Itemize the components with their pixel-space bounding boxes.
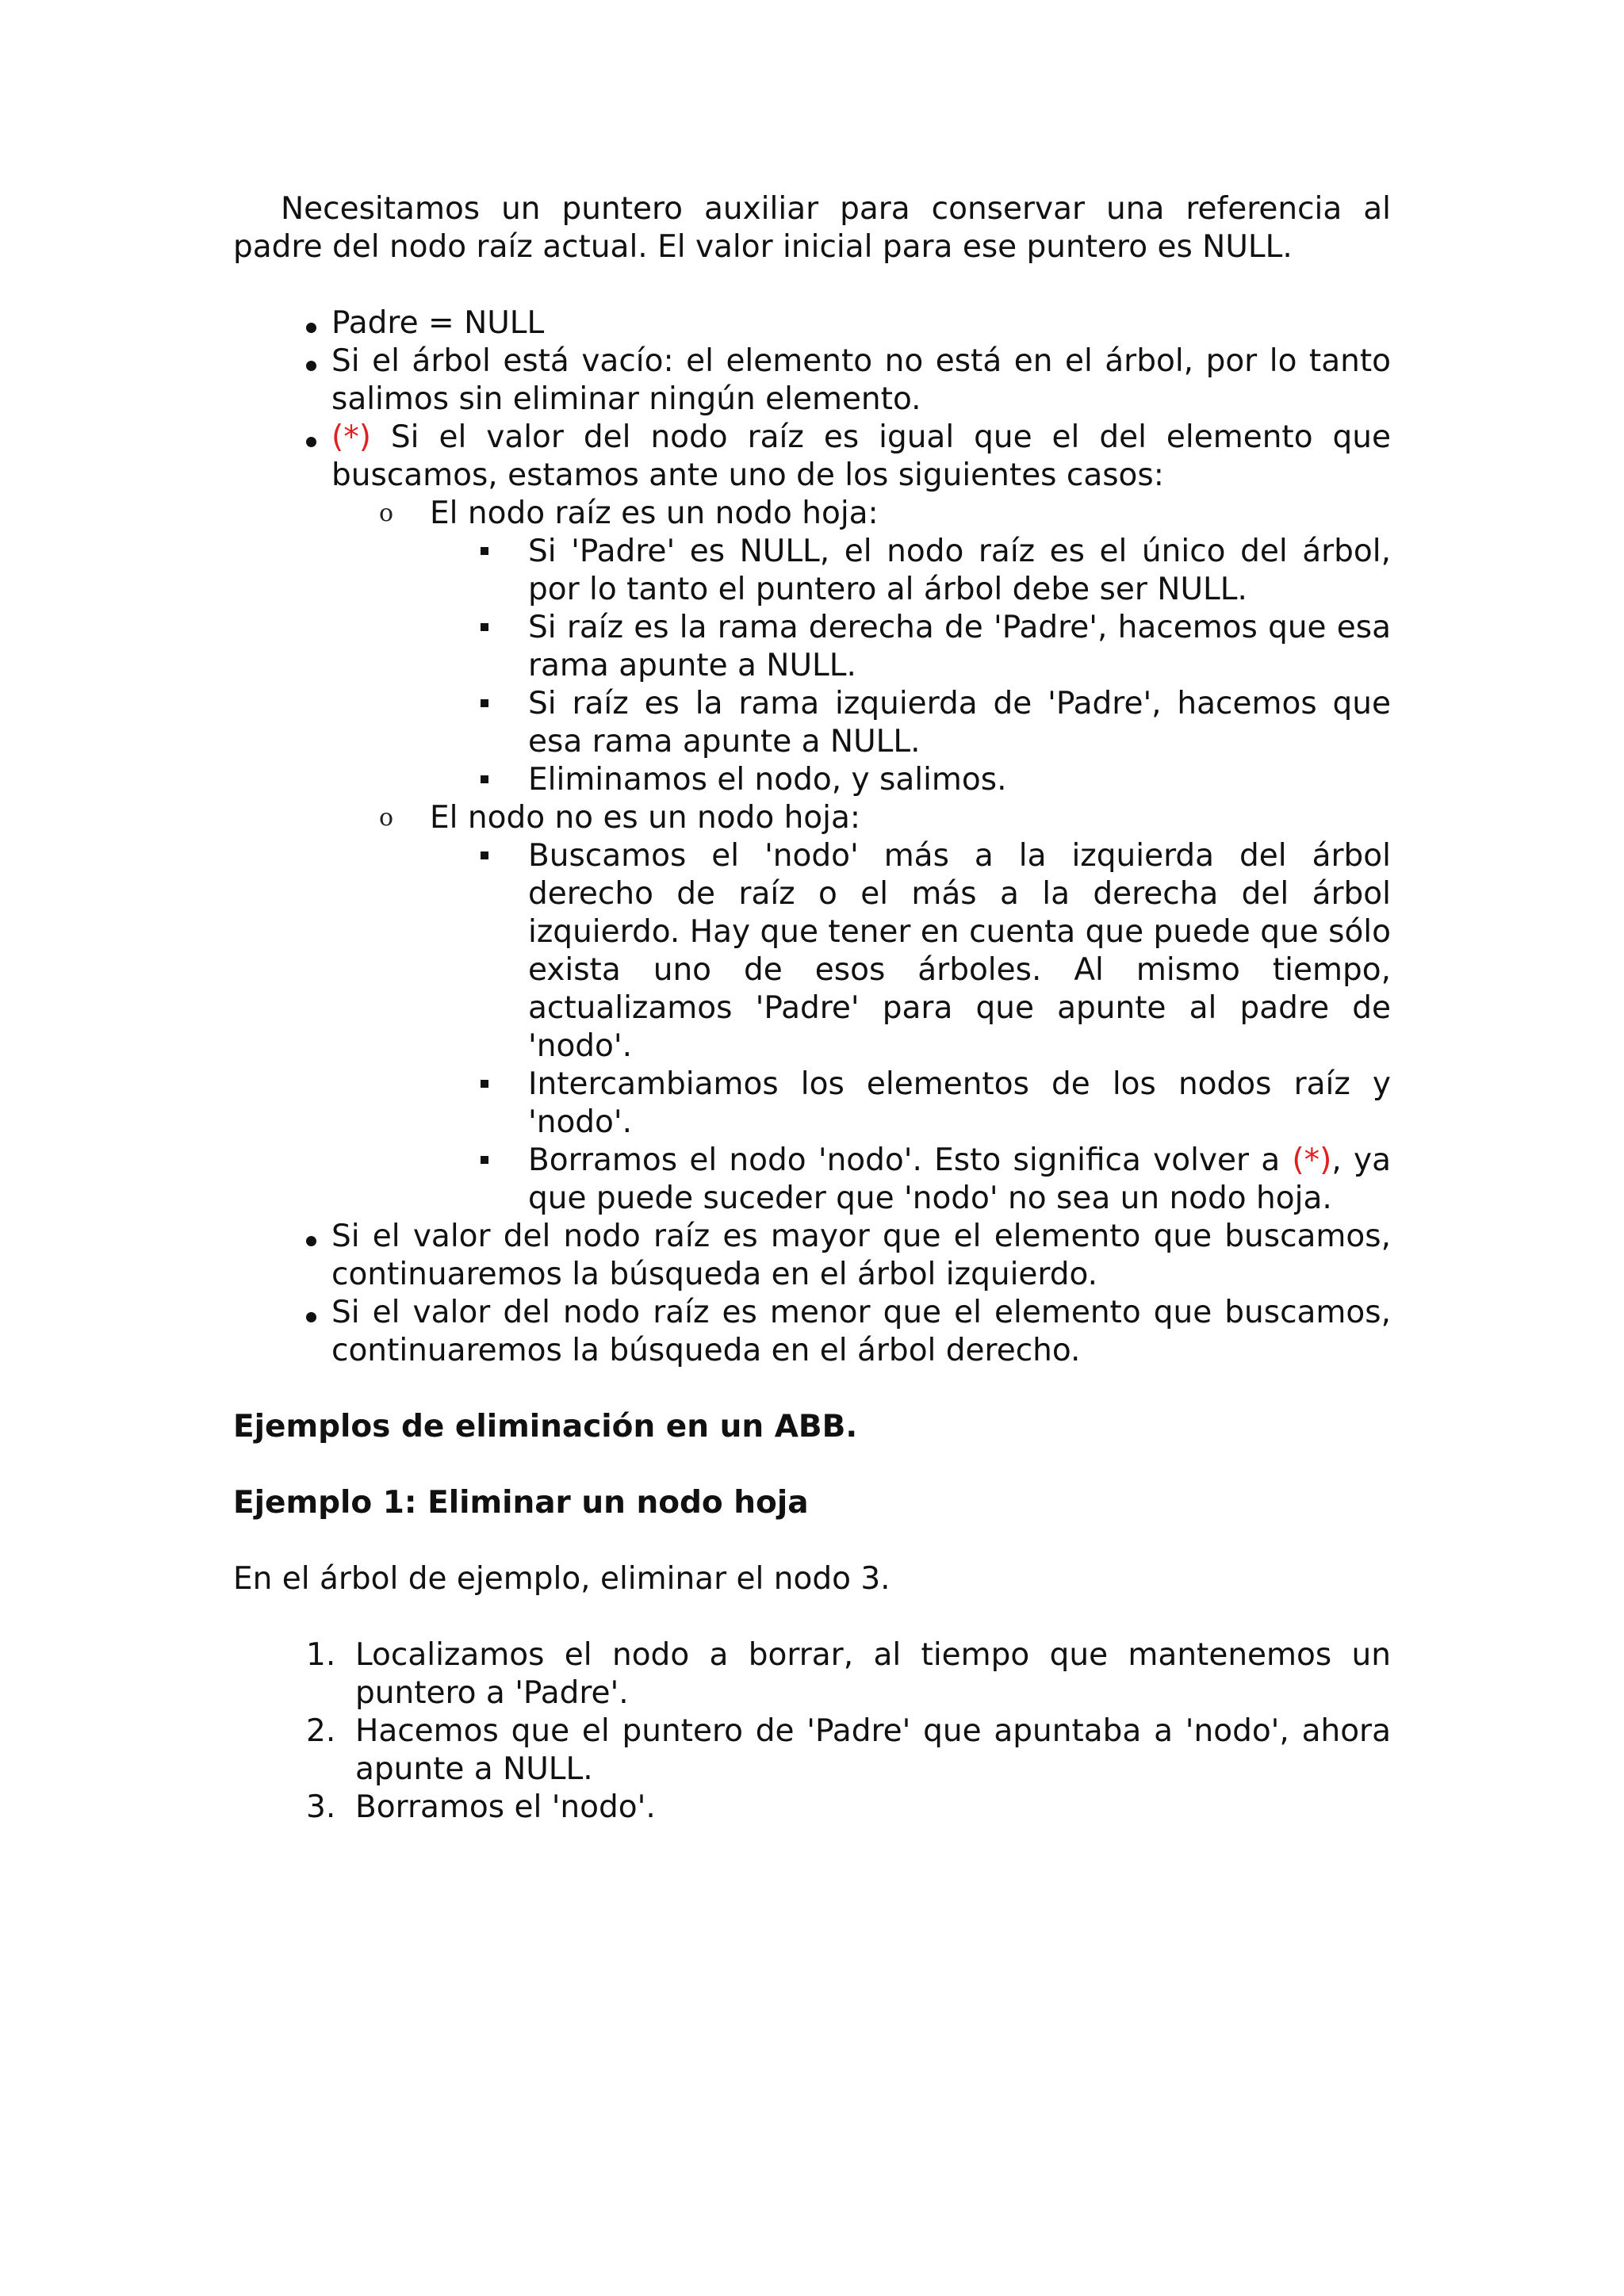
step-text: Localizamos el nodo a borrar, al tiempo que mantenemos un puntero a 'Padre'. (355, 1637, 1391, 1711)
recursion-marker: (*) (1292, 1142, 1332, 1178)
item-text: Si raíz es la rama derecha de 'Padre', hacemos que esa rama apunte a NULL. (528, 610, 1391, 683)
bullet-icon (306, 342, 322, 381)
case-label: El nodo raíz es un nodo hoja: (430, 496, 879, 531)
example-1-steps (306, 1636, 1391, 1827)
bullet-icon (306, 419, 322, 457)
item-text: Eliminamos el nodo, y salimos. (528, 762, 1007, 798)
step-text: Si el valor del nodo raíz es igual que el del elemento que buscamos, estamos ante uno de los siguientes casos: (331, 419, 1391, 493)
list-item (528, 1142, 1391, 1218)
list-item (528, 1066, 1391, 1142)
square-bullet-icon (481, 1156, 488, 1164)
section-heading-examples: Ejemplos de eliminación en un ABB. (233, 1409, 858, 1445)
step-number: 3. (306, 1789, 336, 1825)
intro-paragraph: Necesitamos un puntero auxiliar para conservar una referencia al padre del nodo raíz actual. El valor inicial para ese puntero es NULL. (233, 191, 1391, 265)
step-text: Si el valor del nodo raíz es mayor que el elemento que buscamos, continuaremos la búsqueda en el árbol izquierdo. (331, 1219, 1391, 1292)
square-bullet-icon (481, 851, 488, 859)
item-text: Buscamos el 'nodo' más a la izquierda del árbol derecho de raíz o el más a la derecha del árbol izquierdo. Hay que tener en cuenta que puede que sólo exista uno de esos árboles. Al mismo tiempo, actualizamos 'Padre' para que apunte al padre de 'nodo'. (528, 838, 1391, 1064)
list-item (331, 419, 1391, 1218)
list-item (331, 304, 1391, 342)
case-label: El nodo no es un nodo hoja: (430, 800, 861, 836)
bullet-icon (306, 1294, 322, 1332)
list-item (528, 685, 1391, 761)
deletion-steps-list (331, 304, 1391, 1370)
list-item (306, 1636, 1391, 1712)
list-item (331, 1218, 1391, 1294)
non-leaf-case-list (528, 837, 1391, 1218)
bullet-icon (306, 304, 322, 342)
list-item (331, 1294, 1391, 1370)
step-text: Si el valor del nodo raíz es menor que el elemento que buscamos, continuaremos la búsqueda en el árbol derecho. (331, 1295, 1391, 1368)
step-text: Borramos el 'nodo'. (355, 1789, 656, 1825)
step-number: 2. (306, 1713, 336, 1749)
list-item (379, 799, 1391, 1218)
list-item (379, 495, 1391, 799)
item-text: Intercambiamos los elementos de los nodos raíz y 'nodo'. (528, 1066, 1391, 1140)
list-item (528, 761, 1391, 799)
item-text: Si 'Padre' es NULL, el nodo raíz es el único del árbol, por lo tanto el puntero al árbol debe ser NULL. (528, 534, 1391, 607)
bullet-icon (306, 1218, 322, 1256)
list-item (306, 1712, 1391, 1789)
list-item (331, 342, 1391, 419)
step-text: Padre = NULL (331, 305, 545, 341)
square-bullet-icon (481, 699, 488, 707)
step-text: Hacemos que el puntero de 'Padre' que apuntaba a 'nodo', ahora apunte a NULL. (355, 1713, 1391, 1787)
step-number: 1. (306, 1637, 336, 1673)
square-bullet-icon (481, 623, 488, 631)
square-bullet-icon (481, 775, 488, 783)
item-text: , ya que puede suceder que 'nodo' no sea un nodo hoja. (528, 1142, 1391, 1216)
section-heading-example-1: Ejemplo 1: Eliminar un nodo hoja (233, 1485, 809, 1521)
document-page (233, 190, 1391, 1827)
item-text: Borramos el nodo 'nodo'. Esto significa volver a (528, 1142, 1293, 1178)
example-1-text: En el árbol de ejemplo, eliminar el nodo 3. (233, 1561, 891, 1597)
item-text: Si raíz es la rama izquierda de 'Padre', hacemos que esa rama apunte a NULL. (528, 686, 1391, 760)
recursion-marker: (*) (331, 419, 371, 455)
list-item (528, 609, 1391, 685)
leaf-case-list (528, 533, 1391, 799)
circle-bullet-icon: o (379, 499, 394, 527)
square-bullet-icon (481, 1080, 488, 1088)
list-item (528, 533, 1391, 609)
step-text: Si el árbol está vacío: el elemento no está en el árbol, por lo tanto salimos sin eliminar ningún elemento. (331, 343, 1391, 417)
square-bullet-icon (481, 547, 488, 555)
list-item (306, 1789, 1391, 1827)
circle-bullet-icon: o (379, 804, 394, 832)
list-item (528, 837, 1391, 1066)
cases-list (379, 495, 1391, 1218)
